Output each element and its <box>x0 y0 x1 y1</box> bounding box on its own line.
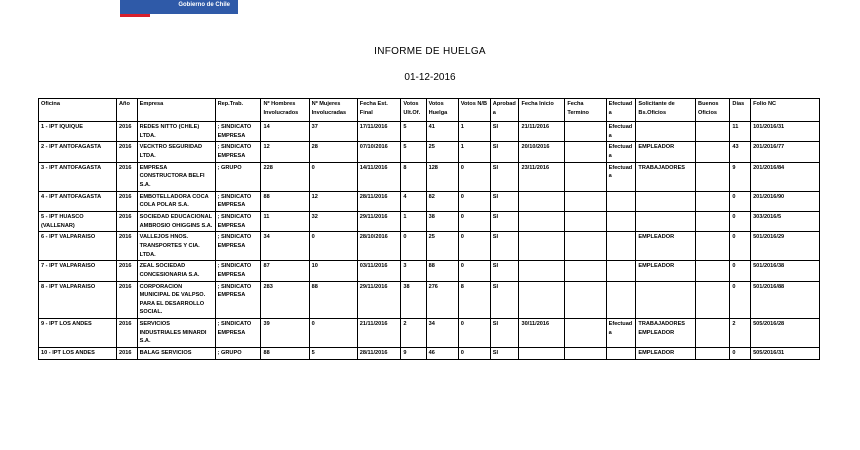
table-cell: 505/2016/31 <box>751 348 820 360</box>
table-cell <box>565 142 606 162</box>
table-cell: SI <box>490 162 519 191</box>
table-cell <box>636 211 696 231</box>
table-cell: 0 <box>458 348 490 360</box>
table-cell <box>565 348 606 360</box>
table-cell: 03/11/2016 <box>357 261 401 281</box>
table-cell: SOCIEDAD EDUCACIONAL AMBROSIO OHIGGINS S.A. <box>137 211 215 231</box>
column-header: Votos Ult.Of. <box>401 99 426 122</box>
table-cell: 0 <box>458 319 490 348</box>
table-cell: Efectuada <box>606 162 636 191</box>
table-cell: 128 <box>426 162 458 191</box>
column-header: Rep.Trab. <box>215 99 261 122</box>
column-header: Votos N/B <box>458 99 490 122</box>
logo-text: Gobierno de Chile <box>178 2 230 8</box>
table-cell: 82 <box>426 191 458 211</box>
table-cell: EMBOTELLADORA COCA COLA POLAR S.A. <box>137 191 215 211</box>
table-cell: 39 <box>261 319 309 348</box>
table-cell: 0 <box>730 281 751 319</box>
table-row <box>39 142 820 162</box>
table-cell: 0 <box>730 232 751 261</box>
table-cell: EMPLEADOR <box>636 142 696 162</box>
table-cell <box>636 122 696 142</box>
table-cell: Efectuada <box>606 319 636 348</box>
column-header: Oficina <box>39 99 117 122</box>
table-cell: 2 <box>401 319 426 348</box>
table-cell: 12 <box>261 142 309 162</box>
table-cell: SI <box>490 261 519 281</box>
table-cell: 228 <box>261 162 309 191</box>
table-cell: 2016 <box>116 261 137 281</box>
table-cell <box>696 319 730 348</box>
table-cell: 3 - IPT ANTOFAGASTA <box>39 162 117 191</box>
table-cell: VALLEJOS HNOS. TRANSPORTES Y CIA. LTDA. <box>137 232 215 261</box>
table-cell: TRABAJADORES <box>636 162 696 191</box>
table-cell <box>565 122 606 142</box>
table-row <box>39 191 820 211</box>
table-cell: ; SINDICATO EMPRESA <box>215 211 261 231</box>
table-cell: 505/2016/28 <box>751 319 820 348</box>
table-cell: 10 - IPT LOS ANDES <box>39 348 117 360</box>
table-cell: SERVICIOS INDUSTRIALES MINARDI S.A. <box>137 319 215 348</box>
table-cell: 0 <box>730 261 751 281</box>
table-cell <box>519 281 565 319</box>
table-cell: 2016 <box>116 142 137 162</box>
table-cell: 14 <box>261 122 309 142</box>
table-cell: 2016 <box>116 232 137 261</box>
table-cell: 2016 <box>116 319 137 348</box>
table-cell: 21/11/2016 <box>519 122 565 142</box>
table-cell: SI <box>490 142 519 162</box>
table-cell: 1 <box>458 122 490 142</box>
table-cell <box>636 191 696 211</box>
column-header: Año <box>116 99 137 122</box>
table-cell: SI <box>490 211 519 231</box>
table-cell: 5 <box>309 348 357 360</box>
column-header: Aprobada <box>490 99 519 122</box>
table-cell: SI <box>490 319 519 348</box>
table-cell <box>606 348 636 360</box>
table-cell: 20/10/2016 <box>519 142 565 162</box>
table-cell: EMPRESA CONSTRUCTORA BELFI S.A. <box>137 162 215 191</box>
table-row <box>39 281 820 319</box>
table-cell: 0 <box>401 232 426 261</box>
gobierno-logo <box>120 0 238 14</box>
table-cell <box>636 281 696 319</box>
table-cell: CORPORACION MUNICIPAL DE VALPSO. PARA EL DESARROLLO SOCIAL. <box>137 281 215 319</box>
table-cell: 0 <box>458 261 490 281</box>
table-cell: 0 <box>458 232 490 261</box>
column-header: Fecha Est. Final <box>357 99 401 122</box>
table-row <box>39 232 820 261</box>
table-cell: 8 <box>401 162 426 191</box>
table-cell: ; SINDICATO EMPRESA <box>215 232 261 261</box>
table-cell <box>565 191 606 211</box>
table-cell: 07/10/2016 <box>357 142 401 162</box>
table-cell: 276 <box>426 281 458 319</box>
table-cell <box>696 232 730 261</box>
table-cell: SI <box>490 348 519 360</box>
table-cell: EMPLEADOR <box>636 348 696 360</box>
table-cell: 88 <box>309 281 357 319</box>
table-cell: 5 - IPT HUASCO (VALLENAR) <box>39 211 117 231</box>
table-cell: 30/11/2016 <box>519 319 565 348</box>
table-cell <box>696 348 730 360</box>
table-cell: 12 <box>309 191 357 211</box>
table-cell: 46 <box>426 348 458 360</box>
table-cell: 4 <box>401 191 426 211</box>
table-cell: 0 <box>458 211 490 231</box>
strike-report-table <box>38 98 820 360</box>
table-row <box>39 319 820 348</box>
table-cell: 28/10/2016 <box>357 232 401 261</box>
table-cell <box>519 348 565 360</box>
column-header: Votos Huelga <box>426 99 458 122</box>
table-cell: ZEAL SOCIEDAD CONCESIONARIA S.A. <box>137 261 215 281</box>
table-cell: ; SINDICATO EMPRESA <box>215 122 261 142</box>
table-cell <box>519 261 565 281</box>
table-cell: 0 <box>458 191 490 211</box>
table-cell: 6 - IPT VALPARAISO <box>39 232 117 261</box>
table-cell: ; SINDICATO EMPRESA <box>215 142 261 162</box>
table-cell: 0 <box>730 191 751 211</box>
table-cell: TRABAJADORES EMPLEADOR <box>636 319 696 348</box>
table-cell: EMPLEADOR <box>636 261 696 281</box>
table-cell <box>565 232 606 261</box>
table-cell: 0 <box>309 162 357 191</box>
table-cell: 87 <box>261 261 309 281</box>
column-header: Solicitante de Bs.Oficios <box>636 99 696 122</box>
table-cell: SI <box>490 232 519 261</box>
table-cell: 17/11/2016 <box>357 122 401 142</box>
report-title: INFORME DE HUELGA <box>374 46 486 57</box>
table-cell: 34 <box>426 319 458 348</box>
table-cell: 101/2016/31 <box>751 122 820 142</box>
table-cell: 0 <box>458 162 490 191</box>
table-cell: 3 <box>401 261 426 281</box>
table-cell: SI <box>490 191 519 211</box>
table-cell: ; GRUPO <box>215 162 261 191</box>
table-cell: 23/11/2016 <box>519 162 565 191</box>
table-cell: 88 <box>261 348 309 360</box>
table-cell <box>606 232 636 261</box>
table-cell: 1 <box>458 142 490 162</box>
table-cell: Efectuada <box>606 142 636 162</box>
table-cell: 5 <box>401 122 426 142</box>
table-cell: 0 <box>309 232 357 261</box>
column-header: Efectuada <box>606 99 636 122</box>
table-cell: 1 <box>401 211 426 231</box>
table-cell: 41 <box>426 122 458 142</box>
table-cell: 9 - IPT LOS ANDES <box>39 319 117 348</box>
table-cell: VECKTRO SEGURIDAD LTDA. <box>137 142 215 162</box>
table-cell <box>696 122 730 142</box>
table-cell: 501/2016/88 <box>751 281 820 319</box>
table-cell: 2016 <box>116 122 137 142</box>
table-cell <box>696 211 730 231</box>
table-row <box>39 348 820 360</box>
table-cell: 2016 <box>116 162 137 191</box>
table-cell <box>565 319 606 348</box>
table-cell: 1 - IPT IQUIQUE <box>39 122 117 142</box>
table-cell <box>696 162 730 191</box>
column-header: Días <box>730 99 751 122</box>
table-cell <box>696 261 730 281</box>
table-cell: 0 <box>309 319 357 348</box>
table-cell <box>565 211 606 231</box>
logo-red-bar <box>120 14 150 17</box>
table-cell: BALAG SERVICIOS <box>137 348 215 360</box>
column-header: Empresa <box>137 99 215 122</box>
table-cell: 88 <box>261 191 309 211</box>
table-cell: SI <box>490 281 519 319</box>
table-cell <box>519 211 565 231</box>
table-cell: SI <box>490 122 519 142</box>
table-cell <box>606 191 636 211</box>
table-cell: 34 <box>261 232 309 261</box>
table-cell: 283 <box>261 281 309 319</box>
table-cell <box>565 162 606 191</box>
table-cell: REDES NITTO (CHILE) LTDA. <box>137 122 215 142</box>
table-cell: ; SINDICATO EMPRESA <box>215 191 261 211</box>
table-cell: ; SINDICATO EMPRESA <box>215 319 261 348</box>
table-cell: 4 - IPT ANTOFAGASTA <box>39 191 117 211</box>
table-cell: 501/2016/29 <box>751 232 820 261</box>
table-cell: 21/11/2016 <box>357 319 401 348</box>
table-cell: 5 <box>401 142 426 162</box>
table-cell: ; SINDICATO EMPRESA <box>215 261 261 281</box>
column-header: Folio NC <box>751 99 820 122</box>
table-cell: 10 <box>309 261 357 281</box>
table-cell: 38 <box>426 211 458 231</box>
table-cell: 501/2016/38 <box>751 261 820 281</box>
table-cell: 28 <box>309 142 357 162</box>
table-cell: 2 - IPT ANTOFAGASTA <box>39 142 117 162</box>
table-cell: 8 <box>458 281 490 319</box>
table-cell: 25 <box>426 232 458 261</box>
column-header: Nº Mujeres Involucradas <box>309 99 357 122</box>
table-cell <box>606 211 636 231</box>
table-cell: 201/2016/77 <box>751 142 820 162</box>
table-cell: 2 <box>730 319 751 348</box>
table-cell: 88 <box>426 261 458 281</box>
table-cell: 32 <box>309 211 357 231</box>
table-cell: 2016 <box>116 348 137 360</box>
table-cell: 28/11/2016 <box>357 191 401 211</box>
table-row <box>39 261 820 281</box>
table-cell <box>696 281 730 319</box>
report-date: 01-12-2016 <box>404 72 456 83</box>
table-cell <box>606 281 636 319</box>
table-cell: 7 - IPT VALPARAISO <box>39 261 117 281</box>
column-header: Nº Hombres Involucrados <box>261 99 309 122</box>
table-cell <box>696 142 730 162</box>
table-cell: 28/11/2016 <box>357 348 401 360</box>
table-cell: ; GRUPO <box>215 348 261 360</box>
table-cell: 0 <box>730 211 751 231</box>
table-cell: 29/11/2016 <box>357 211 401 231</box>
column-header: Fecha Inicio <box>519 99 565 122</box>
table-cell <box>606 261 636 281</box>
table-cell: EMPLEADOR <box>636 232 696 261</box>
table-cell: 11 <box>261 211 309 231</box>
table-cell <box>565 261 606 281</box>
table-cell: 0 <box>730 348 751 360</box>
table-cell <box>565 281 606 319</box>
table-cell: 29/11/2016 <box>357 281 401 319</box>
table-cell: 2016 <box>116 281 137 319</box>
table-cell: 43 <box>730 142 751 162</box>
table-row <box>39 162 820 191</box>
table-cell: 2016 <box>116 191 137 211</box>
column-header: Buenos Oficios <box>696 99 730 122</box>
table-cell <box>696 191 730 211</box>
table-cell: 25 <box>426 142 458 162</box>
table-cell <box>519 191 565 211</box>
table-cell: Efectuada <box>606 122 636 142</box>
table-cell: 2016 <box>116 211 137 231</box>
column-header: Fecha Termino <box>565 99 606 122</box>
table-cell: 11 <box>730 122 751 142</box>
table-cell: 9 <box>730 162 751 191</box>
table-row <box>39 211 820 231</box>
table-cell: 37 <box>309 122 357 142</box>
table-header-row <box>39 99 820 122</box>
table-cell: 303/2016/5 <box>751 211 820 231</box>
table-cell: 8 - IPT VALPARAISO <box>39 281 117 319</box>
table-row <box>39 122 820 142</box>
table-cell: 14/11/2016 <box>357 162 401 191</box>
table-cell: 201/2016/90 <box>751 191 820 211</box>
table-cell: 201/2016/84 <box>751 162 820 191</box>
table-cell <box>519 232 565 261</box>
table-cell: 38 <box>401 281 426 319</box>
table-cell: ; SINDICATO EMPRESA <box>215 281 261 319</box>
table-cell: 9 <box>401 348 426 360</box>
